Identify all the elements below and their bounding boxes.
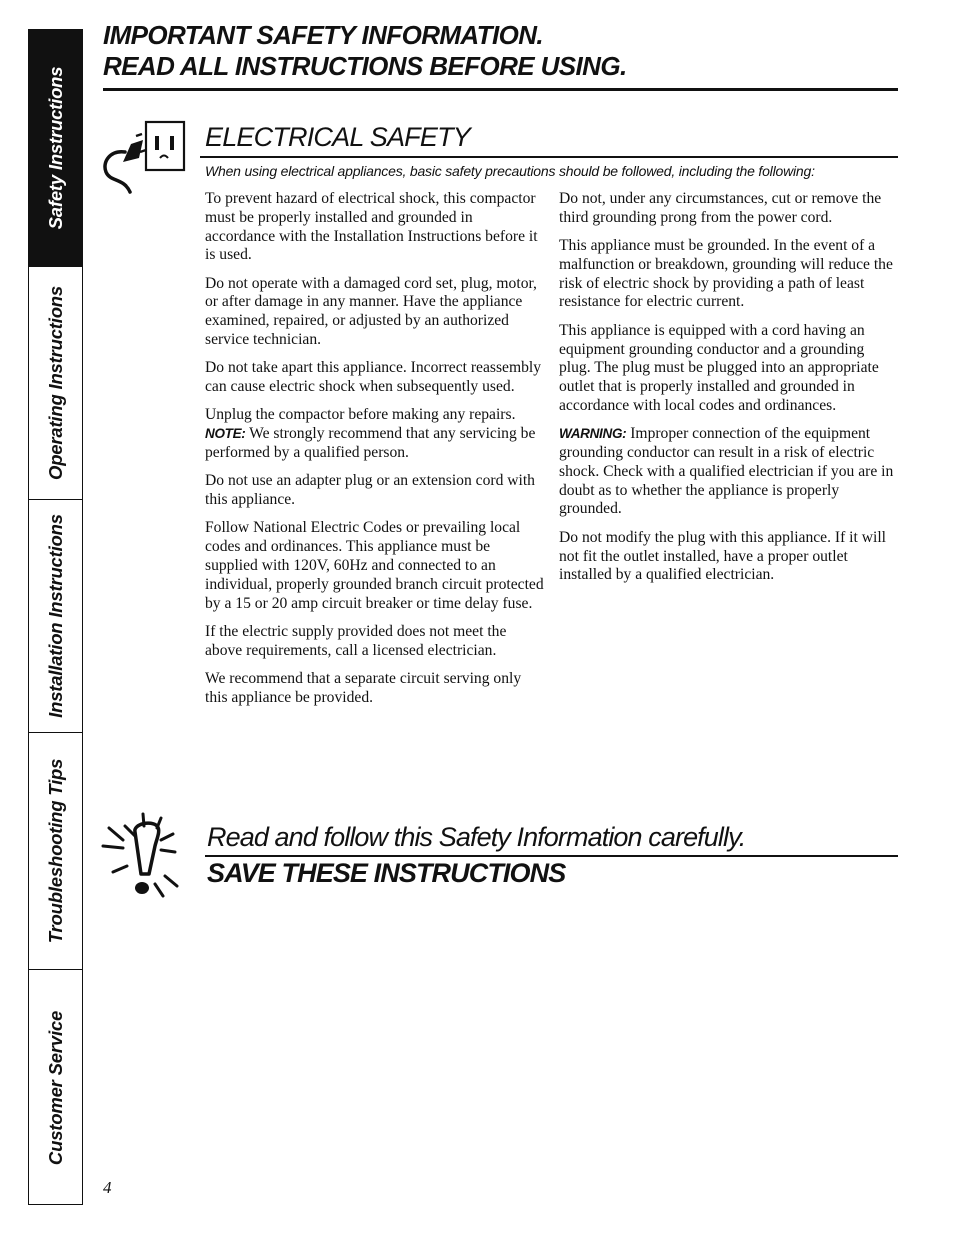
section-intro: When using electrical appliances, basic safety precautions should be followed, including the following: [205,163,815,179]
tab-label: Customer Service [44,1010,66,1166]
paragraph: If the electric supply provided does not meet the above requirements, call a licensed electrician. [205,622,507,659]
tab-operating-instructions[interactable] [29,267,82,500]
exclamation-warning-icon [95,812,195,904]
paragraph-text: Improper connection of the equipment grounding conductor can result in a risk of electric shock. Check with a qualified electrician if you are in doubt as to whether the appliance is properly grounded. [559,425,894,518]
section-rule [200,156,898,158]
paragraph: Do not, under any circumstances, cut or remove the third grounding prong from the power cord. [559,190,882,226]
notice-read-follow: Read and follow this Safety Information carefully. [207,822,746,852]
paragraph: To prevent hazard of electrical shock, this compactor must be properly installed and grounded in accordance with the Installation Instructions before it is used. [205,190,538,264]
paragraph [559,425,897,519]
left-column [205,190,545,717]
tab-safety-instructions[interactable] [29,30,82,267]
page-header [103,20,898,91]
paragraph: This appliance is equipped with a cord having an equipment grounding conductor and a grounding plug. The plug must be plugged into an appropriate outlet that is properly installed and grounded in accordance with local codes and ordinances. [559,321,879,414]
paragraph: Do not take apart this appliance. Incorrect reassembly can cause electric shock when subsequently used. [205,359,541,396]
section-title: ELECTRICAL SAFETY [205,122,470,152]
paragraph-text: Unplug the compactor before making any repairs. [205,406,516,424]
tab-label: Safety Instructions [44,66,66,230]
section-tabs [28,29,83,1205]
tab-label: Operating Instructions [44,286,66,480]
paragraph [205,406,545,462]
warning-label: WARNING: [559,426,627,442]
note-label: NOTE: [205,426,246,442]
page-number: 4 [103,1178,112,1197]
notice-save-instructions: SAVE THESE INSTRUCTIONS [207,858,566,888]
header-line-1: IMPORTANT SAFETY INFORMATION. [103,20,543,50]
tab-troubleshooting-tips[interactable] [29,733,82,970]
paragraph: This appliance must be grounded. In the event of a malfunction or breakdown, grounding will reduce the risk of electric shock by providing a path of least resistance for electric current. [559,237,893,311]
paragraph-text: We strongly recommend that any servicing be performed by a qualified person. [205,425,536,462]
header-line-2: READ ALL INSTRUCTIONS BEFORE USING. [103,51,627,81]
paragraph: Do not operate with a damaged cord set, plug, motor, or after damage in any manner. Have the appliance examined, repaired, or adjusted by an authorized service technician. [205,274,537,349]
tab-label: Troubleshooting Tips [44,758,66,944]
header-rule [103,88,898,91]
plug-outlet-icon [100,118,190,198]
paragraph: Do not modify the plug with this appliance. If it will not fit the outlet installed, have a proper outlet installed by a qualified electrician. [559,528,886,584]
tab-installation-instructions[interactable] [29,500,82,733]
tab-customer-service[interactable] [29,970,82,1206]
paragraph: Follow National Electric Codes or prevailing local codes and ordinances. This appliance must be supplied with 120V, 60Hz and connected to an individual, properly grounded branch circuit protected by a 15 or 20 amp circuit breaker or time delay fuse. [205,519,544,612]
tab-label: Installation Instructions [44,514,66,718]
notice-rule [205,855,898,857]
right-column [559,190,897,595]
paragraph: Do not use an adapter plug or an extension cord with this appliance. [205,472,535,509]
paragraph: We recommend that a separate circuit serving only this appliance be provided. [205,670,522,706]
